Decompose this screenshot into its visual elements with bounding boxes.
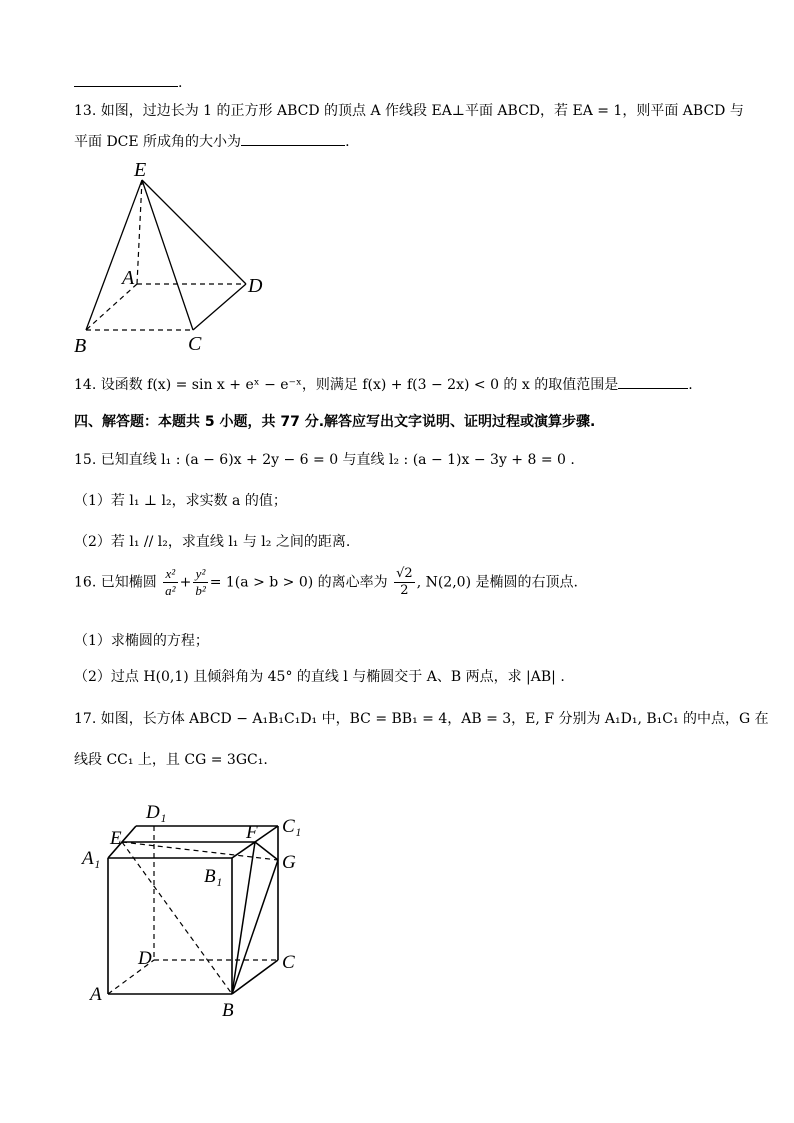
q13-line1: 13. 如图，过边长为 1 的正方形 ABCD 的顶点 A 作线段 EA⊥平面 ABCD，若 EA = 1，则平面 ABCD 与: [74, 103, 744, 119]
label-C: C: [282, 952, 295, 973]
q16-stem-post: , N(2,0) 是椭圆的右顶点.: [416, 574, 578, 591]
q13-line2: [74, 131, 350, 151]
edge-EA-hidden: [137, 180, 142, 284]
label-A: A: [122, 267, 135, 289]
q16-part2: （2）过点 H(0,1) 且倾斜角为 45° 的直线 l 与椭圆交于 A、B 两点，求 |AB| .: [74, 669, 565, 685]
edge-EC: [142, 180, 193, 330]
q14-tail: .: [688, 377, 693, 393]
q17-line1: 17. 如图，长方体 ABCD − A₁B₁C₁D₁ 中，BC = BB₁ = 4，AB = 3，E, F 分别为 A₁D₁, B₁C₁ 的中点，G 在: [74, 711, 769, 727]
q14-answer-blank: [618, 374, 688, 389]
q17-line2: 线段 CC₁ 上，且 CG = 3GC₁.: [74, 752, 268, 768]
label-D: D: [138, 948, 152, 969]
q17-cuboid-figure: [78, 796, 328, 1026]
numerator-x2: x²: [163, 566, 177, 583]
label-D1: D₁: [146, 802, 167, 823]
label-B1: B₁: [204, 866, 223, 887]
q14-line: [74, 374, 693, 394]
q16-stem-pre: 16. 已知椭圆: [74, 574, 157, 591]
segment-GB: [232, 860, 278, 994]
label-C: C: [188, 333, 202, 355]
segment-FB: [232, 842, 255, 994]
label-C1: C₁: [282, 816, 302, 837]
q16-part1: （1）求椭圆的方程；: [74, 633, 209, 649]
label-E: E: [110, 828, 122, 849]
q13-line2-text: 平面 DCE 所成角的大小为: [74, 134, 242, 150]
label-E: E: [134, 159, 147, 181]
section-heading: 四、解答题：本题共 5 小题，共 77 分.解答应写出文字说明、证明过程或演算步骤.: [74, 414, 596, 430]
edge-BC: [232, 960, 278, 994]
denominator-a2: a²: [165, 583, 176, 598]
label-B: B: [222, 1000, 234, 1021]
q15-stem: 15. 已知直线 l₁ : (a − 6)x + 2y − 6 = 0 与直线 l₂ : (a − 1)x − 3y + 8 = 0 .: [74, 452, 575, 468]
q14-text: 14. 设函数 f(x) = sin x + eˣ − e⁻ˣ，则满足 f(x) + f(3 − 2x) < 0 的 x 的取值范围是: [74, 377, 619, 393]
q13-answer-blank: [241, 131, 345, 146]
fraction-x2-a2: [163, 566, 177, 599]
blank-tail: .: [178, 75, 183, 91]
q13-pyramid-figure: [70, 158, 280, 358]
denominator-2: 2: [400, 583, 409, 598]
numerator-y2: y²: [193, 566, 207, 583]
q15-part1: （1）若 l₁ ⊥ l₂，求实数 a 的值；: [74, 493, 287, 509]
answer-blank: [74, 72, 178, 87]
fraction-sqrt2-2: [394, 566, 415, 599]
numerator-sqrt2: √2: [396, 566, 413, 581]
previous-answer-blank: [74, 72, 182, 91]
label-G: G: [282, 852, 296, 873]
label-A: A: [90, 984, 102, 1005]
q16-stem-mid: = 1(a > b > 0) 的离心率为: [209, 574, 388, 591]
edge-ED: [142, 180, 246, 284]
edge-AB-hidden: [86, 284, 137, 330]
q15-part2: （2）若 l₁ // l₂，求直线 l₁ 与 l₂ 之间的距离.: [74, 534, 351, 550]
label-A1: A₁: [82, 848, 101, 869]
label-D: D: [248, 275, 263, 297]
q16-stem: [74, 566, 578, 599]
denominator-b2: b²: [195, 583, 206, 598]
plus-sign: +: [179, 574, 192, 591]
edge-EB: [86, 180, 142, 330]
q13-line2-tail: .: [345, 134, 350, 150]
label-F: F: [246, 822, 258, 843]
label-B: B: [74, 335, 87, 357]
edge-CD: [193, 284, 246, 330]
fraction-y2-b2: [193, 566, 207, 599]
